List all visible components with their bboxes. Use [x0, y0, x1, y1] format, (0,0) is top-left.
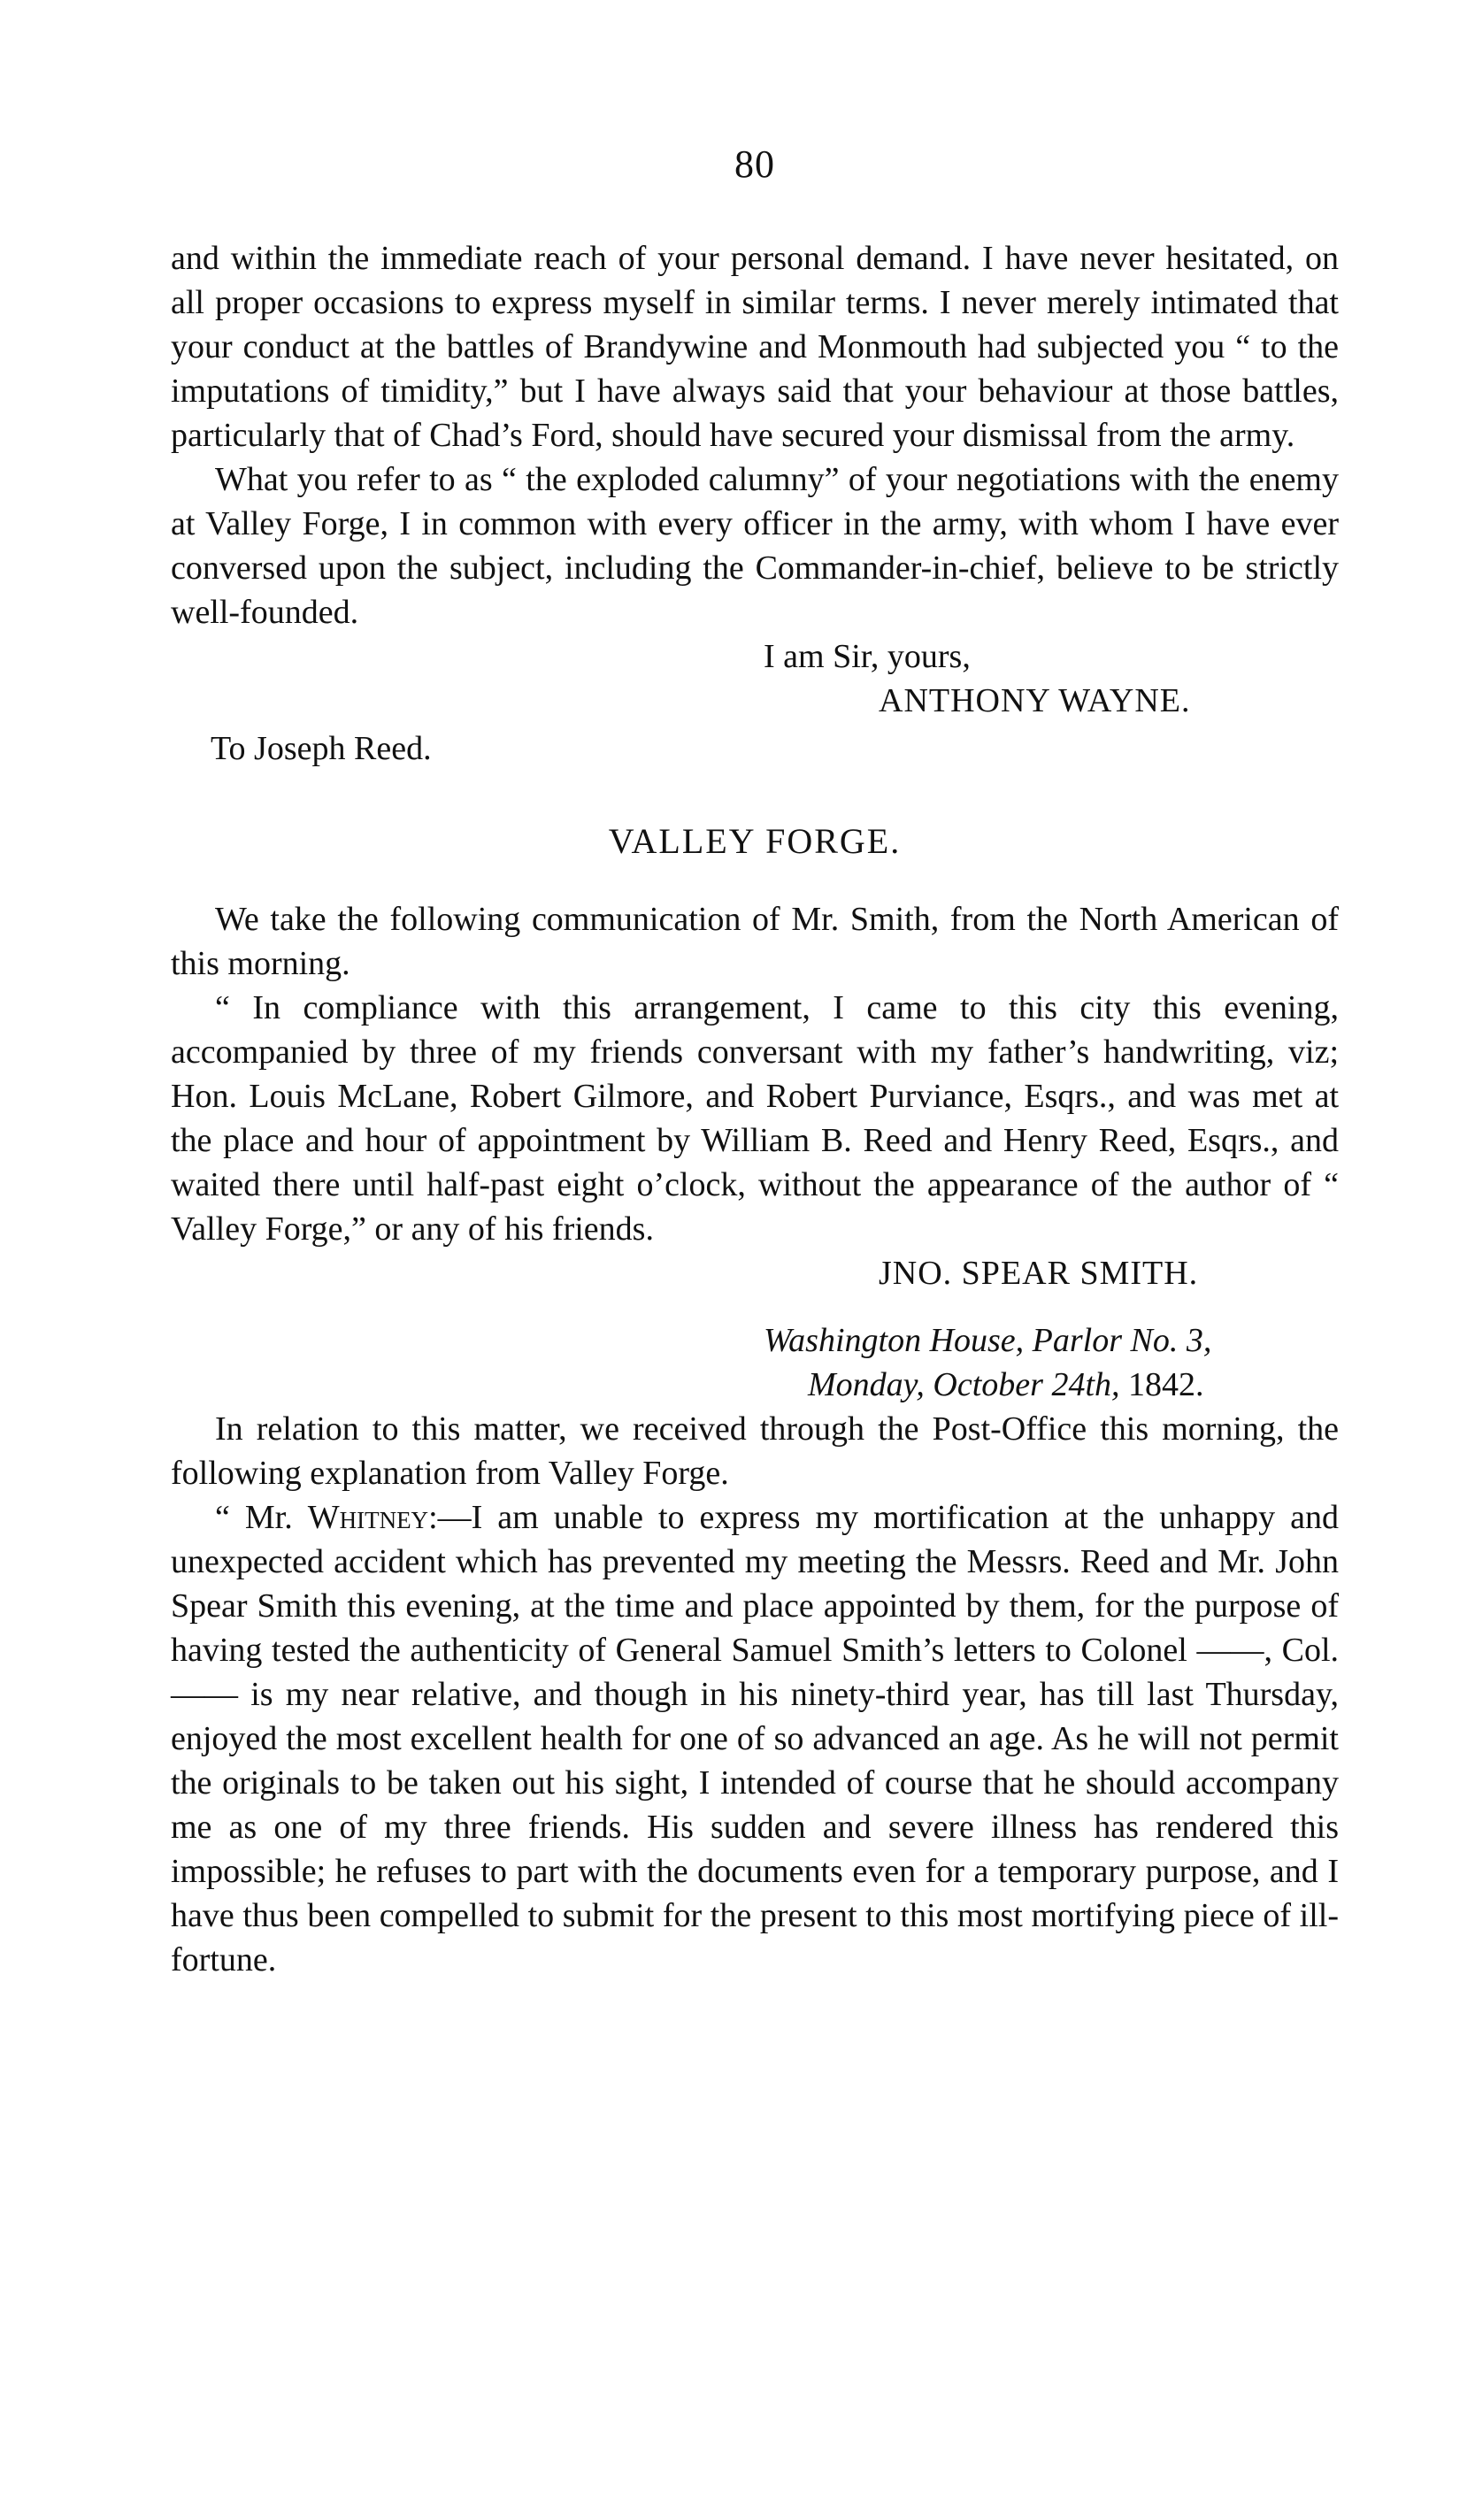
whitney-name: Whitney	[307, 1499, 429, 1536]
dateline-date	[171, 1363, 1339, 1407]
letter-closing: I am Sir, yours,	[764, 638, 971, 675]
quote-signer: JNO. SPEAR SMITH.	[879, 1255, 1199, 1292]
section-title: VALLEY FORGE.	[608, 821, 902, 861]
relation-paragraph: In relation to this matter, we received through the Post-Office this morning, the following explanation from Valley Forge.	[171, 1410, 1339, 1492]
letter-signer: ANTHONY WAYNE.	[879, 682, 1191, 719]
whitney-letter-open: “ Mr.	[215, 1499, 308, 1536]
letter-addressee: To Joseph Reed.	[211, 730, 432, 767]
letter-paragraph-1: and within the immediate reach of your personal demand. I have never hesitated, on all proper occasions to express myself in similar terms. I never merely intimated that your conduct at the battles of Brandywine and Monmouth had subjected you “ to the imputations of timidity,” but I have always said that your behaviour at those battles, particularly that of Chad’s Ford, should have secured your dismissal from the army.	[171, 240, 1339, 454]
whitney-letter-body: :—I am unable to express my mortification at the unhappy and unexpected accident which has prevented my meeting the Messrs. Reed and Mr. John Spear Smith this evening, at the time and place appointed by them, for the purpose of having tested the authenticity of General Samuel Smith’s letters to Colonel ——, Col. —— is my near relative, and though in his ninety-third year, has till last Thursday, enjoyed the most excellent health for one of so advanced an age. As he will not permit the originals to be taken out his sight, I intended of course that he should accompany me as one of my three friends. His sudden and severe illness has rendered this impossible; he refuses to part with the documents even for a temporary purpose, and I have thus been compelled to submit for the present to this most mortifying piece of ill-fortune.	[171, 1499, 1339, 1978]
dateline-place	[171, 1318, 1339, 1363]
book-page	[171, 142, 1339, 1982]
section-intro: We take the following communication of Mr. Smith, from the North American of this morning.	[171, 901, 1339, 982]
page-number: 80	[734, 142, 775, 186]
dateline-year: 1842.	[1128, 1366, 1204, 1403]
letter-paragraph-2: What you refer to as “ the exploded calumny” of your negotiations with the enemy at Valley Forge, I in common with every officer in the army, with whom I have ever conversed upon the subject, including the Commander-in-chief, believe to be strictly well-founded.	[171, 461, 1339, 631]
dateline-day: Monday, October 24th,	[808, 1366, 1120, 1403]
whitney-letter	[171, 1495, 1339, 1982]
dateline-place-text: Washington House, Parlor No. 3,	[764, 1322, 1212, 1359]
section-quote: “ In compliance with this arrangement, I came to this city this evening, accompanied by three of my friends conversant with my father’s handwriting, viz; Hon. Louis McLane, Robert Gilmore, and Robert Purviance, Esqrs., and was met at the place and hour of appointment by William B. Reed and Henry Reed, Esqrs., and waited there until half-past eight o’clock, without the appearance of the author of “ Valley Forge,” or any of his friends.	[171, 989, 1339, 1248]
